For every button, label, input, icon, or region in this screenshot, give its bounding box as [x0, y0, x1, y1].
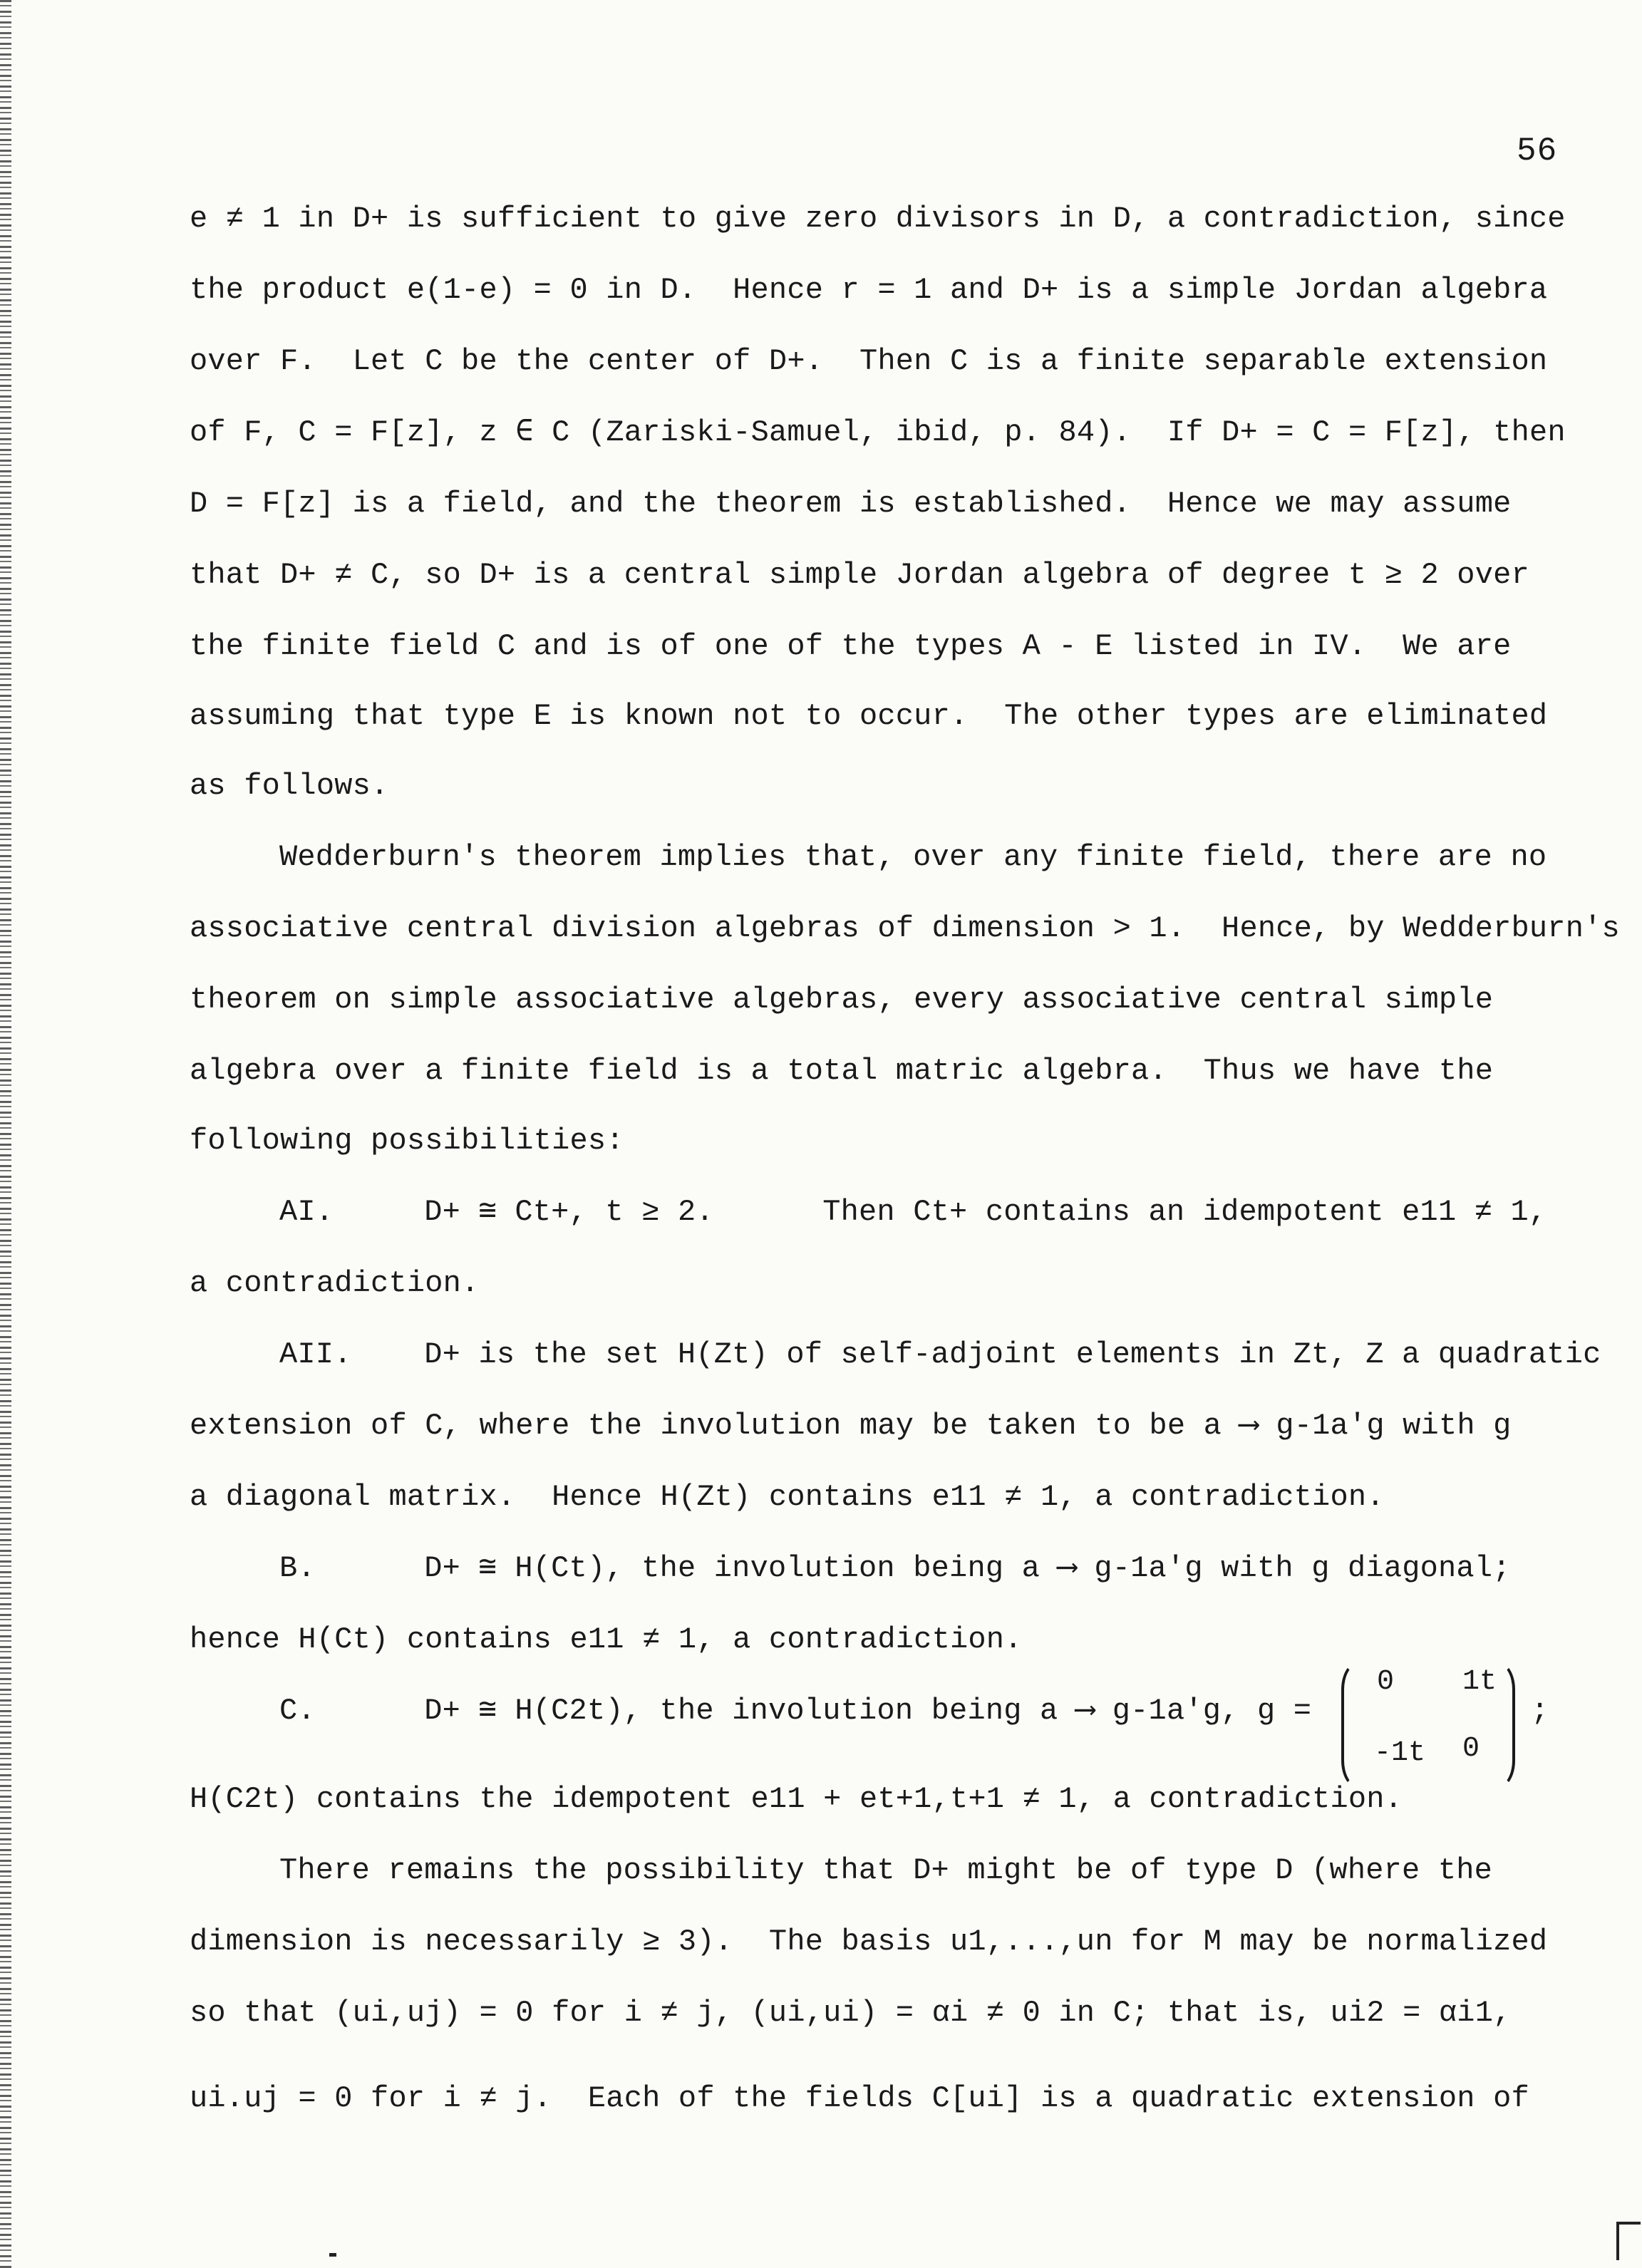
case-c-line: C. D+ ≅ H(C2t), the involution being a ⟶ g-1a'g, g =	[279, 1694, 1312, 1728]
scan-corner-mark	[1616, 2222, 1641, 2260]
text-line: of F, C = F[z], z ∈ C (Zariski-Samuel, ibid, p. 84). If D+ = C = F[z], then	[190, 415, 1566, 450]
matrix-cell: 0	[1377, 1666, 1395, 1698]
text-line: associative central division algebras of dimension > 1. Hence, by Wedderburn's	[190, 911, 1620, 946]
matrix-cell: 0	[1462, 1733, 1480, 1765]
matrix-cell: 1t	[1462, 1666, 1497, 1698]
text-line: theorem on simple associative algebras, every associative central simple	[190, 983, 1494, 1017]
text-line: following possibilities:	[190, 1124, 624, 1158]
case-a-i-line: AI. D+ ≅ Ct+, t ≥ 2. Then Ct+ contains an idempotent e11 ≠ 1,	[279, 1195, 1547, 1229]
page-number: 56	[1517, 133, 1558, 170]
text-line: so that (ui,uj) = 0 for i ≠ j, (ui,ui) = αi ≠ 0 in C; that is, ui2 = αi1,	[190, 1996, 1512, 2030]
matrix-cell: -1t	[1374, 1737, 1426, 1769]
text-line: D = F[z] is a field, and the theorem is established. Hence we may assume	[190, 487, 1512, 521]
case-a-ii-line: extension of C, where the involution may be taken to be a ⟶ g-1a'g with g	[190, 1409, 1512, 1443]
text-line: over F. Let C be the center of D+. Then C is a finite separable extension	[190, 344, 1548, 378]
scan-left-edge	[0, 0, 11, 2268]
text-line: algebra over a finite field is a total matric algebra. Thus we have the	[190, 1054, 1494, 1088]
text-line: as follows.	[190, 769, 389, 803]
text-line: the product e(1-e) = 0 in D. Hence r = 1 and D+ is a simple Jordan algebra	[190, 273, 1548, 307]
text-line: Wedderburn's theorem implies that, over any finite field, there are no	[279, 840, 1547, 874]
case-b-line: B. D+ ≅ H(Ct), the involution being a ⟶ g-1a'g with g diagonal;	[279, 1551, 1511, 1585]
matrix-left-paren	[1341, 1662, 1375, 1788]
text-line: that D+ ≠ C, so D+ is a central simple Jordan algebra of degree t ≥ 2 over	[190, 558, 1529, 592]
case-a-ii-line: a diagonal matrix. Hence H(Zt) contains e11 ≠ 1, a contradiction.	[190, 1480, 1385, 1514]
text-line: e ≠ 1 in D+ is sufficient to give zero divisors in D, a contradiction, since	[190, 202, 1566, 236]
text-line: dimension is necessarily ≥ 3). The basis u1,...,un for M may be normalized	[190, 1925, 1548, 1959]
case-c-line: H(C2t) contains the idempotent e11 + et+1,t+1 ≠ 1, a contradiction.	[190, 1782, 1403, 1816]
scan-speck	[329, 2253, 336, 2257]
case-b-line: hence H(Ct) contains e11 ≠ 1, a contradiction.	[190, 1622, 1023, 1657]
text-line: assuming that type E is known not to occur. The other types are eliminated	[190, 699, 1548, 733]
matrix-right-paren	[1481, 1662, 1515, 1788]
case-a-ii-line: AII. D+ is the set H(Zt) of self-adjoint elements in Zt, Z a quadratic	[279, 1337, 1601, 1372]
text-line: There remains the possibility that D+ might be of type D (where the	[279, 1853, 1493, 1888]
matrix-g	[1341, 1662, 1515, 1787]
matrix-suffix: ;	[1531, 1694, 1549, 1728]
text-line: ui.uj = 0 for i ≠ j. Each of the fields C[ui] is a quadratic extension of	[190, 2081, 1529, 2116]
case-a-i-line: a contradiction.	[190, 1266, 480, 1300]
text-line: the finite field C and is of one of the types A - E listed in IV. We are	[190, 629, 1512, 663]
